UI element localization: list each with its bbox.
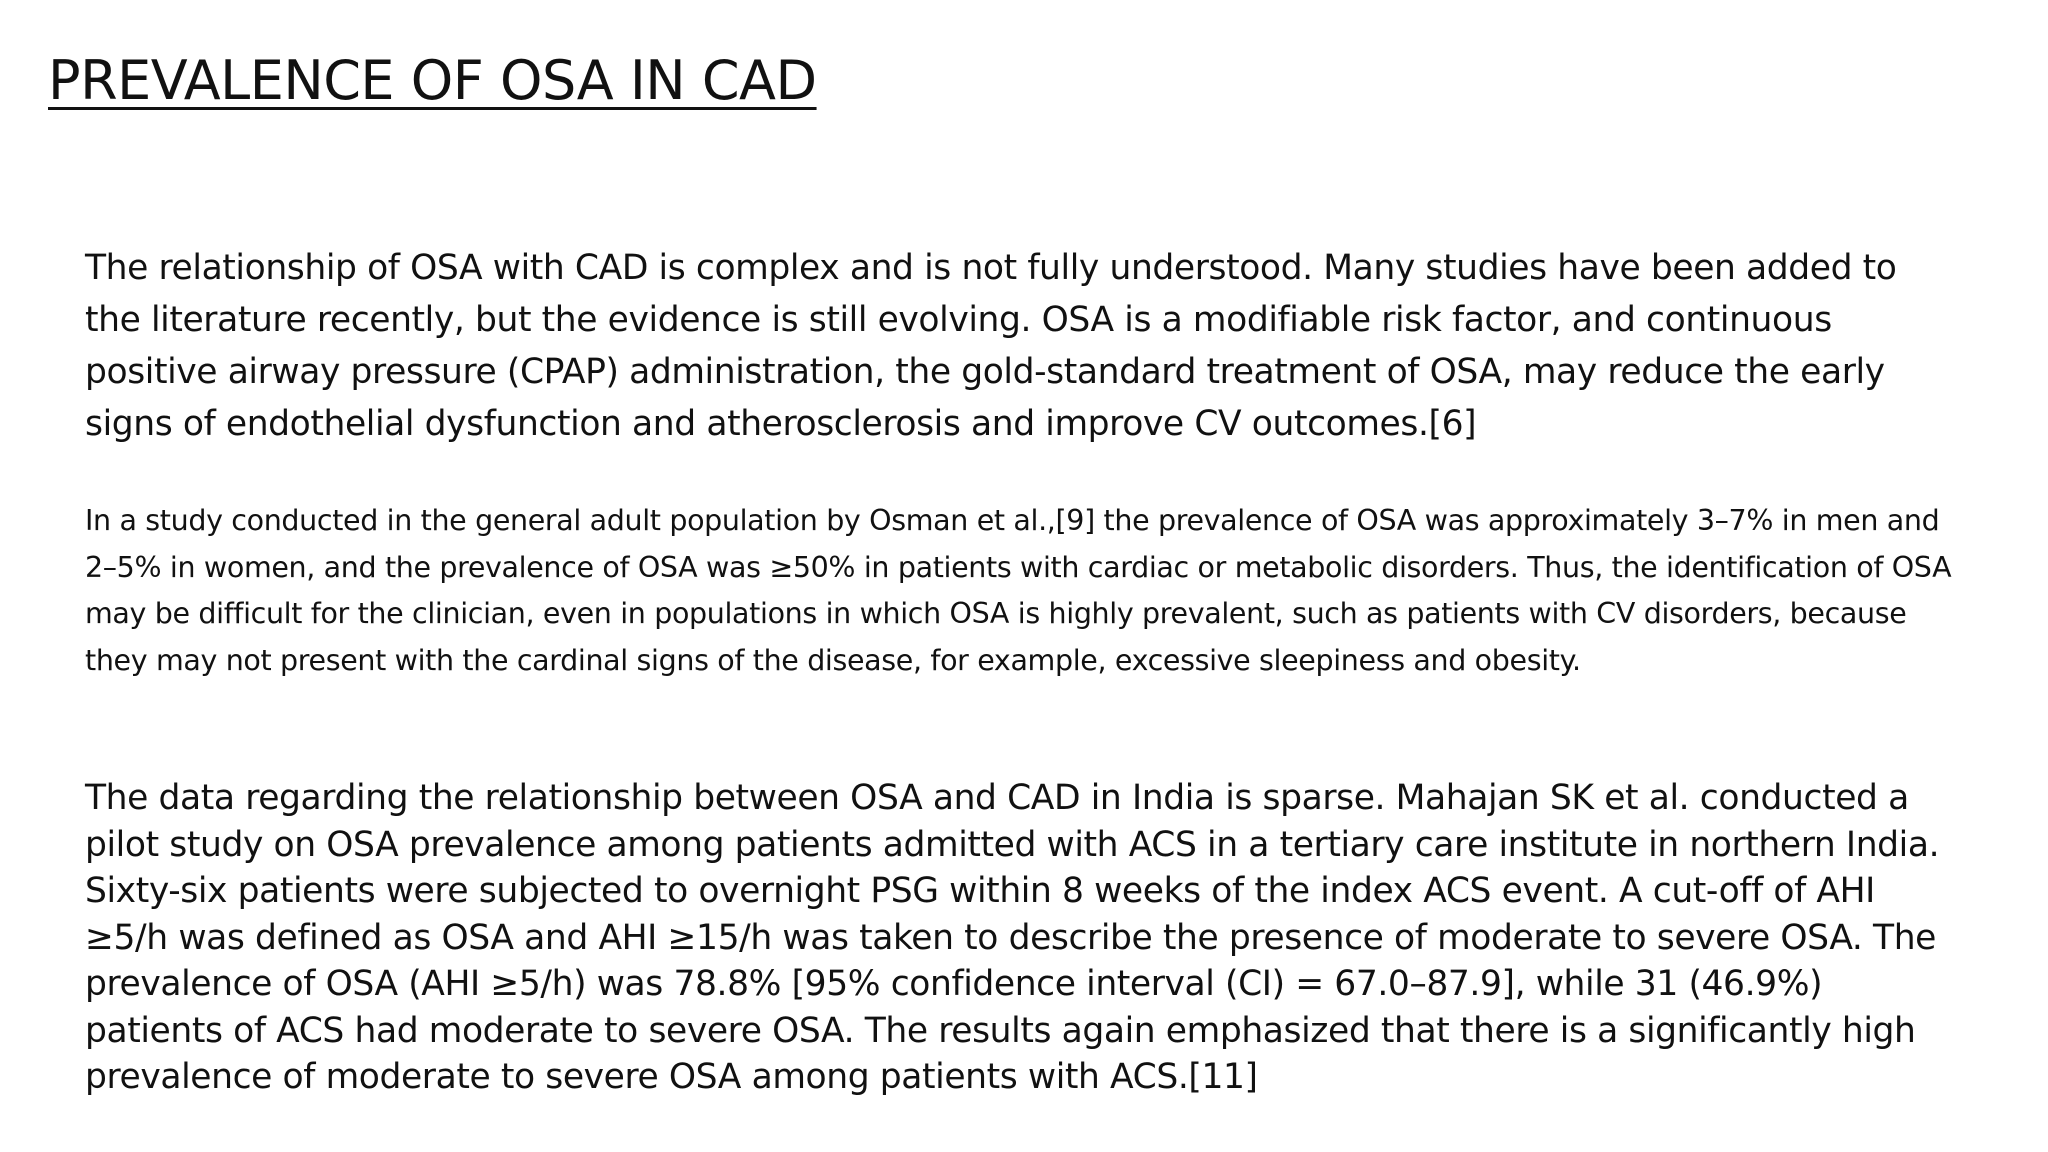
paragraph-general-population-study: In a study conducted in the general adult population by Osman et al.,[9] the prevalence of OSA was approximately 3–7% in men and 2–5% in women, and the prevalence of OSA was ≥50% in patients with cardiac or metabolic disorders. Thus, the identification of OSA may be difficult for the clinician, even in populations in which OSA is highly prevalent, such as patients with CV disorders, because they may not present with the cardinal signs of the disease, for example, excessive sleepiness and obesity. <box>85 504 1952 677</box>
paragraph-india-data: The data regarding the relationship between OSA and CAD in India is sparse. Mahajan SK et al. conducted a pilot study on OSA prevalence among patients admitted with ACS in a tertiary care institute in northern India. Sixty-six patients were subjected to overnight PSG within 8 weeks of the index ACS event. A cut-off of AHI ≥5/h was defined as OSA and AHI ≥15/h was taken to describe the presence of moderate to severe OSA. The prevalence of OSA (AHI ≥5/h) was 78.8% [95% confidence interval (CI) = 67.0–87.9], while 31 (46.9%) patients of ACS had moderate to severe OSA. The results again emphasized that there is a significantly high prevalence of moderate to severe OSA among patients with ACS.[11] <box>85 778 1940 1097</box>
paragraph-cad-relationship: The relationship of OSA with CAD is complex and is not fully understood. Many studies have been added to the literature recently, but the evidence is still evolving. OSA is a modifiable risk factor, and continuous positive airway pressure (CPAP) administration, the gold-standard treatment of OSA, may reduce the early signs of endothelial dysfunction and atherosclerosis and improve CV outcomes.[6] <box>85 248 1897 444</box>
slide-title: PREVALENCE OF OSA IN CAD <box>48 49 817 112</box>
